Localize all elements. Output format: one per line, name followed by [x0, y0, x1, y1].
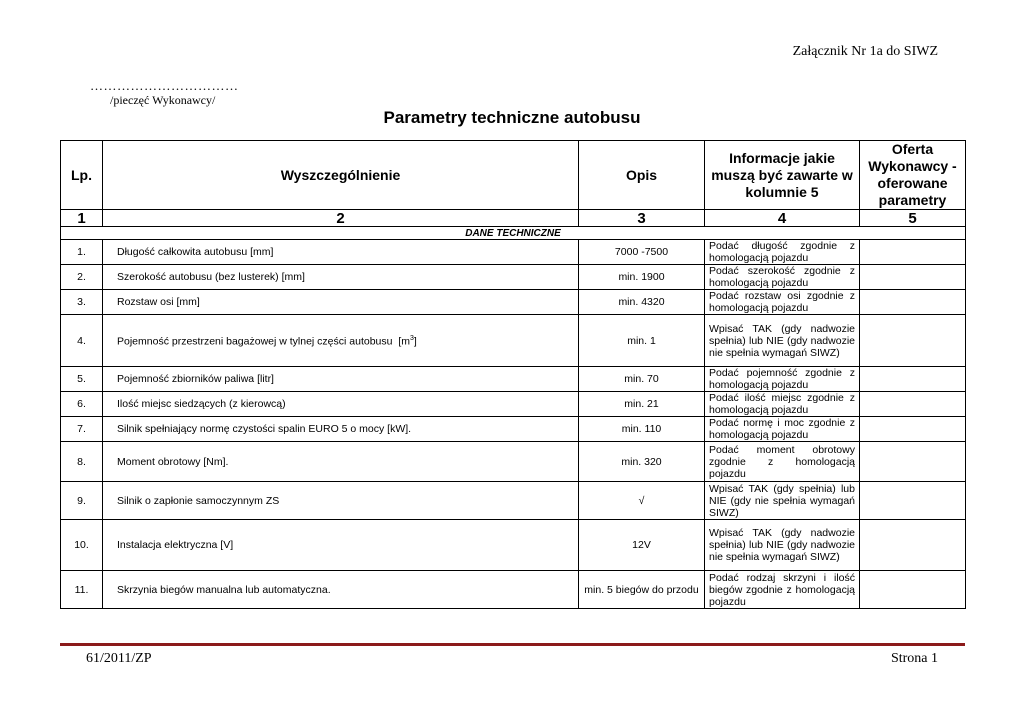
table-row: [61, 265, 966, 290]
row-required-info: Podać rodzaj skrzyni i ilość biegów zgodnie z homologacją pojazdu: [705, 571, 860, 609]
row-description: 12V: [579, 520, 705, 571]
row-required-info: Podać szerokość zgodnie z homologacją pojazdu: [705, 265, 860, 290]
row-offer-cell[interactable]: [860, 442, 966, 482]
row-offer-cell[interactable]: [860, 482, 966, 520]
row-offer-cell[interactable]: [860, 240, 966, 265]
row-description: min. 110: [579, 417, 705, 442]
column-number: 3: [579, 210, 705, 227]
row-offer-cell[interactable]: [860, 520, 966, 571]
row-lp: 3.: [61, 290, 103, 315]
row-specification: Instalacja elektryczna [V]: [103, 520, 579, 571]
table-row: [61, 482, 966, 520]
row-specification: Silnik o zapłonie samoczynnym ZS: [103, 482, 579, 520]
table-row: [61, 520, 966, 571]
row-specification-unit-end: ]: [413, 335, 417, 348]
row-required-info: Podać rozstaw osi zgodnie z homologacją pojazdu: [705, 290, 860, 315]
table-row: [61, 315, 966, 367]
row-description: min. 1900: [579, 265, 705, 290]
footer-page-number: Strona 1: [890, 651, 938, 666]
footer-reference: 61/2011/ZP: [86, 651, 152, 666]
table-row: [61, 240, 966, 265]
row-description: min. 4320: [579, 290, 705, 315]
row-specification-unit-sup: 3: [410, 335, 414, 343]
header-specification: Wyszczególnienie: [103, 141, 579, 210]
row-lp: 1.: [61, 240, 103, 265]
column-number: 4: [705, 210, 860, 227]
header-offer: Oferta Wykonawcy - oferowane parametry: [860, 141, 966, 210]
row-offer-cell[interactable]: [860, 571, 966, 609]
row-specification-unit: [m: [398, 335, 410, 348]
footer-rule: [60, 643, 965, 646]
row-description: √: [579, 482, 705, 520]
row-required-info: Podać ilość miejsc zgodnie z homologacją pojazdu: [705, 392, 860, 417]
technical-parameters-table: [60, 140, 966, 609]
column-number: 2: [103, 210, 579, 227]
row-required-info: Podać pojemność zgodnie z homologacją pojazdu: [705, 367, 860, 392]
stamp-dotted-line: ……………………………: [90, 78, 239, 93]
row-offer-cell[interactable]: [860, 315, 966, 367]
row-offer-cell[interactable]: [860, 417, 966, 442]
row-specification: Szerokość autobusu (bez lusterek) [mm]: [103, 265, 579, 290]
row-specification: Silnik spełniający normę czystości spalin EURO 5 o mocy [kW].: [103, 417, 579, 442]
row-specification: [103, 315, 579, 367]
row-specification: Długość całkowita autobusu [mm]: [103, 240, 579, 265]
row-offer-cell[interactable]: [860, 265, 966, 290]
row-lp: 6.: [61, 392, 103, 417]
header-required-info: Informacje jakie muszą być zawarte w kolumnie 5: [705, 141, 860, 210]
row-lp: 9.: [61, 482, 103, 520]
table-row: [61, 442, 966, 482]
header-description: Opis: [579, 141, 705, 210]
row-lp: 4.: [61, 315, 103, 367]
row-specification-text: Pojemność przestrzeni bagażowej w tylnej części autobusu: [117, 335, 393, 348]
section-title: DANE TECHNICZNE: [61, 227, 966, 240]
page-title: Parametry techniczne autobusu: [383, 108, 641, 127]
column-number: 1: [61, 210, 103, 227]
column-number: 5: [860, 210, 966, 227]
row-description: min. 320: [579, 442, 705, 482]
table-row: [61, 571, 966, 609]
table-row: [61, 417, 966, 442]
row-specification: Skrzynia biegów manualna lub automatyczna.: [103, 571, 579, 609]
column-numbers-row: [61, 210, 966, 227]
row-required-info: Podać moment obrotowy zgodnie z homologacją pojazdu: [705, 442, 860, 482]
row-lp: 10.: [61, 520, 103, 571]
contractor-stamp-label: /pieczęć Wykonawcy/: [110, 93, 216, 107]
row-specification: Ilość miejsc siedzących (z kierowcą): [103, 392, 579, 417]
row-specification: Moment obrotowy [Nm].: [103, 442, 579, 482]
row-description: min. 1: [579, 315, 705, 367]
row-description: 7000 -7500: [579, 240, 705, 265]
row-description: min. 5 biegów do przodu: [579, 571, 705, 609]
row-required-info: Podać długość zgodnie z homologacją pojazdu: [705, 240, 860, 265]
row-lp: 8.: [61, 442, 103, 482]
row-offer-cell[interactable]: [860, 290, 966, 315]
table-row: [61, 367, 966, 392]
annex-label: Załącznik Nr 1a do SIWZ: [792, 44, 938, 59]
row-lp: 5.: [61, 367, 103, 392]
row-offer-cell[interactable]: [860, 392, 966, 417]
row-lp: 2.: [61, 265, 103, 290]
row-specification: Rozstaw osi [mm]: [103, 290, 579, 315]
row-required-info: Wpisać TAK (gdy spełnia) lub NIE (gdy nie spełnia wymagań SIWZ): [705, 482, 860, 520]
section-row: [61, 227, 966, 240]
header-lp: Lp.: [61, 141, 103, 210]
row-specification: Pojemność zbiorników paliwa [litr]: [103, 367, 579, 392]
row-description: min. 21: [579, 392, 705, 417]
row-lp: 7.: [61, 417, 103, 442]
row-description: min. 70: [579, 367, 705, 392]
row-offer-cell[interactable]: [860, 367, 966, 392]
row-lp: 11.: [61, 571, 103, 609]
table-row: [61, 392, 966, 417]
row-required-info: Wpisać TAK (gdy nadwozie spełnia) lub NIE (gdy nadwozie nie spełnia wymagań SIWZ): [705, 315, 860, 367]
table-header-row: [61, 141, 966, 210]
table-row: [61, 290, 966, 315]
row-required-info: Wpisać TAK (gdy nadwozie spełnia) lub NIE (gdy nadwozie nie spełnia wymagań SIWZ): [705, 520, 860, 571]
row-required-info: Podać normę i moc zgodnie z homologacją pojazdu: [705, 417, 860, 442]
